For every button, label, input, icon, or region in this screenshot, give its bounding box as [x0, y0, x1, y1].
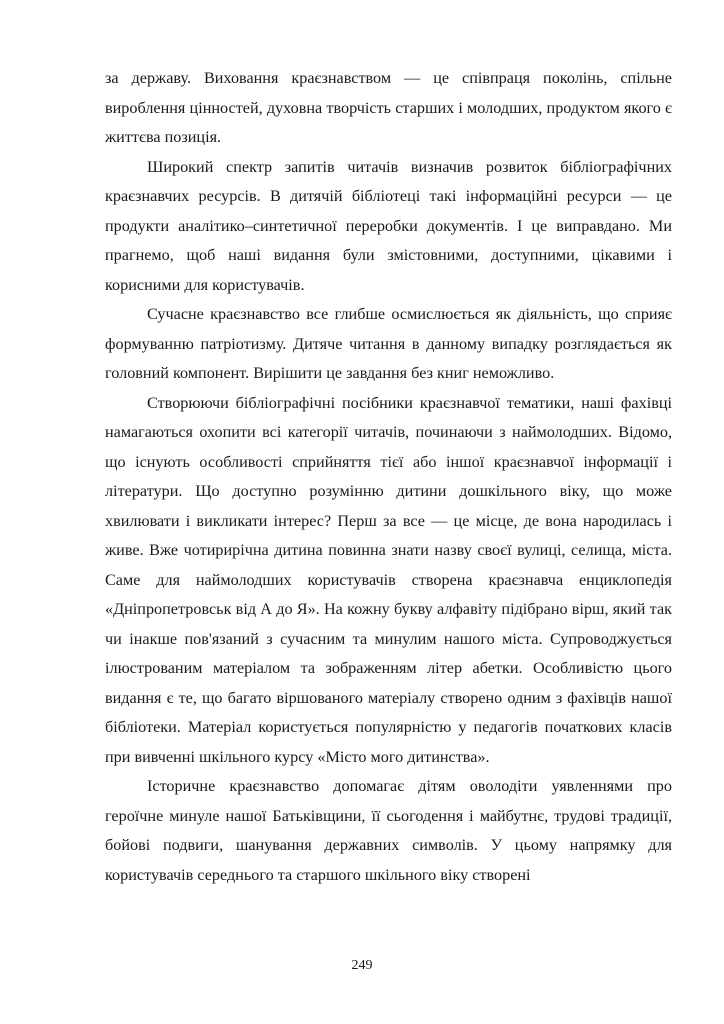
paragraph-modern-local-history: Сучасне краєзнавство все глибше осмислюється як діяльність, що сприяє формуванню патріотизму. Дитяче читання в данному випадку розглядається як головний компонент. Вирішити це завдання без книг неможливо. — [105, 305, 672, 382]
page-number: 249 — [351, 958, 373, 973]
document-body — [105, 64, 672, 890]
paragraph-continuation: за державу. Виховання краєзнавством — це співпраця поколінь, спільне вироблення цінностей, духовна творчість старших і молодших, продуктом якого є життєва позиція. — [105, 69, 672, 146]
paragraph-bibliographic-resources: Широкий спектр запитів читачів визначив розвиток бібліографічних краєзнавчих ресурсів. В дитячій бібліотеці такі інформаційні ресурси — це продукти аналітико–синтетичної переробки документів. І це виправдано. Ми прагнемо, щоб наші видання були змістовними, доступними, цікавими і корисними для користувачів. — [105, 157, 672, 294]
paragraph-bibliographic-guides: Створюючи бібліографічні посібники краєзнавчої тематики, наші фахівці намагаються охопити всі категорії читачів, починаючи з наймолодших. Відомо, що існують особливості сприйняття тієї або іншої краєзнавчої інформації і літератури. Що доступно розумінню дитини дошкільного віку, що може хвилювати і викликати інтерес? Перш за все — це місце, де вона народилась і живе. Вже чотирирічна дитина повинна знати назву своєї вулиці, селища, міста. Саме для наймолодших користувачів створена краєзнавча енциклопедія «Дніпропетровськ від А до Я». На кожну букву алфавіту підібрано вірш, який так чи інакше пов'язаний з сучасним та минулим нашого міста. Супроводжується ілюстрованим матеріалом та зображенням літер абетки. Особливістю цього видання є те, що багато віршованого матеріалу створено одним з фахівців нашої бібліотеки. Матеріал користується популярністю у педагогів початкових класів при вивченні шкільного курсу «Місто мого дитинства». — [105, 393, 672, 766]
paragraph-historical-local-history: Історичне краєзнавство допомагає дітям оволодіти уявленнями про героїчне минуле нашої Батьківщини, її сьогодення і майбутнє, трудові традиції, бойові подвиги, шанування державних символів. У цьому напрямку для користувачів середнього та старшого шкільного віку створені — [105, 777, 672, 884]
